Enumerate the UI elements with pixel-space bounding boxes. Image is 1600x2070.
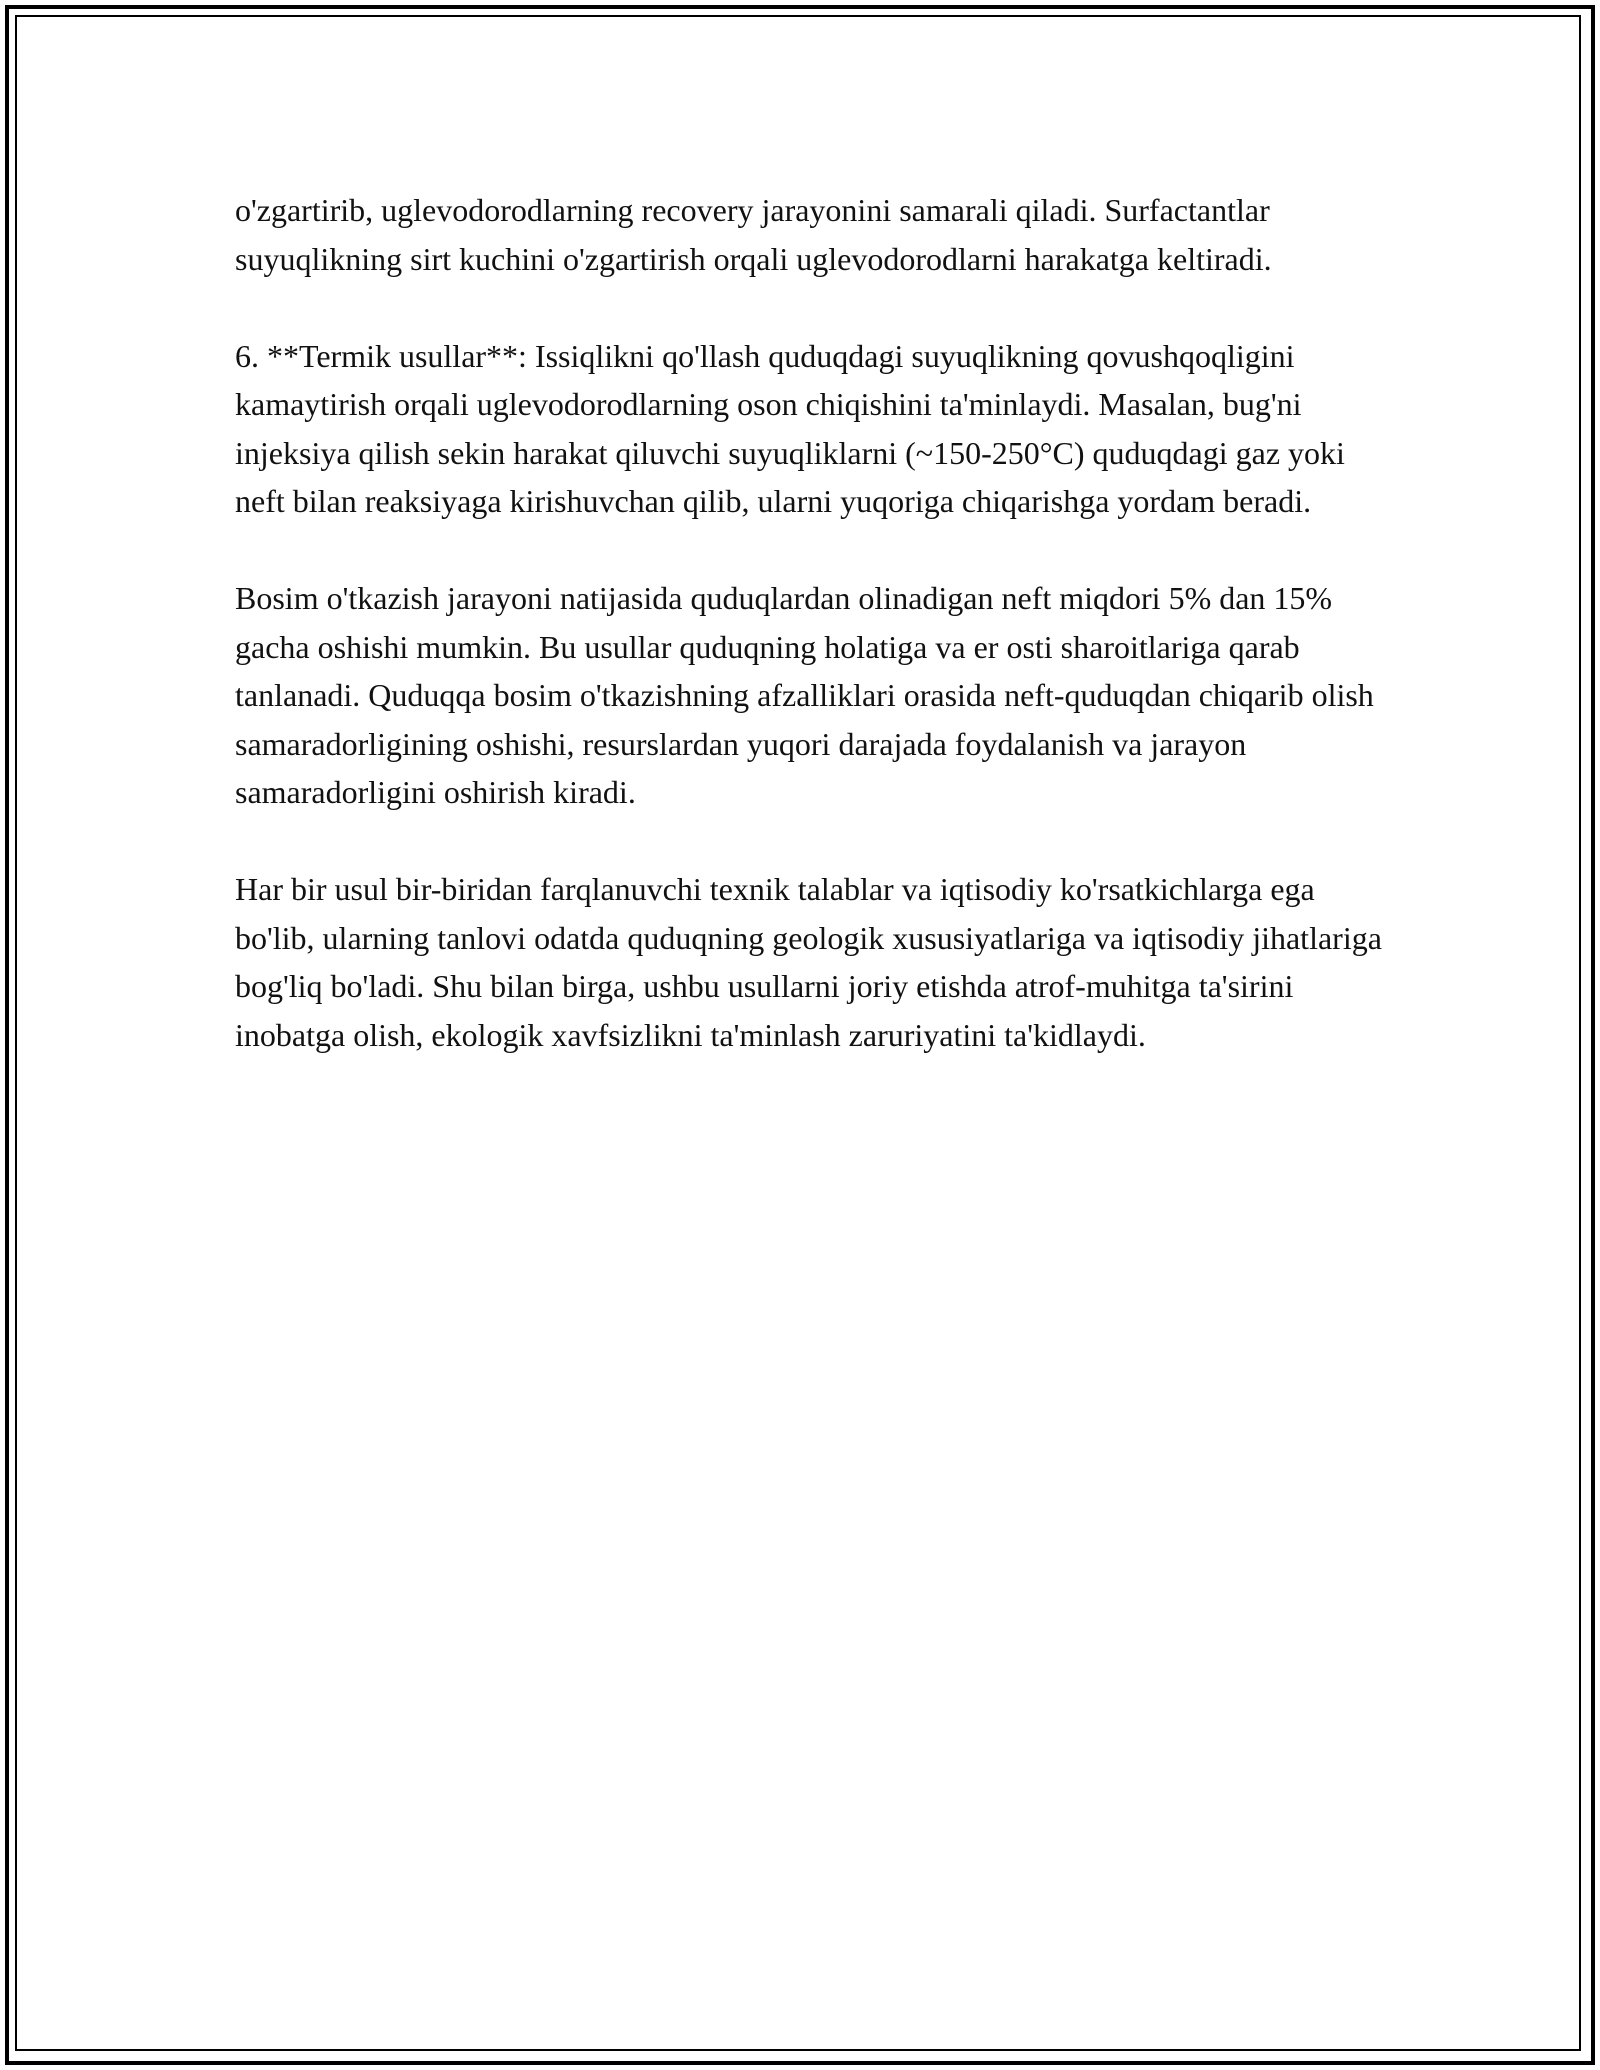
paragraph-thermal-methods: 6. **Termik usullar**: Issiqlikni qo'llash quduqdagi suyuqlikning qovushqoqligini kamaytirish orqali uglevodorodlarning oson chiqishini ta'minlaydi. Masalan, bug'ni injeksiya qilish sekin harakat qiluvchi suyuqliklarni (~150-250°C) quduqdagi gaz yoki neft bilan reaksiyaga kirishuvchan qilib, ularni yuqoriga chiqarishga yordam beradi. — [235, 337, 1345, 519]
document-body — [235, 186, 1385, 1108]
paragraph-method-selection: Har bir usul bir-biridan farqlanuvchi texnik talablar va iqtisodiy ko'rsatkichlarga ega bo'lib, ularning tanlovi odatda quduqning geologik xususiyatlariga va iqtisodiy jihatlariga bog'liq bo'ladi. Shu bilan birga, ushbu usullarni joriy etishda atrof-muhitga ta'sirini inobatga olish, ekologik xavfsizlikni ta'minlash zaruriyatini ta'kidlaydi. — [235, 871, 1382, 1053]
paragraph-surfactants-continuation: o'zgartirib, uglevodorodlarning recovery jarayonini samarali qiladi. Surfactantlar suyuqlikning sirt kuchini o'zgartirish orqali uglevodorodlarni harakatga keltiradi. — [235, 192, 1272, 277]
paragraph-pressure-results: Bosim o'tkazish jarayoni natijasida quduqlardan olinadigan neft miqdori 5% dan 15% gacha oshishi mumkin. Bu usullar quduqning holatiga va er osti sharoitlariga qarab tanlanadi. Quduqqa bosim o'tkazishning afzalliklari orasida neft-quduqdan chiqarib olish samaradorligining oshishi, resurslardan yuqori darajada foydalanish va jarayon samaradorligini oshirish kiradi. — [235, 580, 1374, 810]
